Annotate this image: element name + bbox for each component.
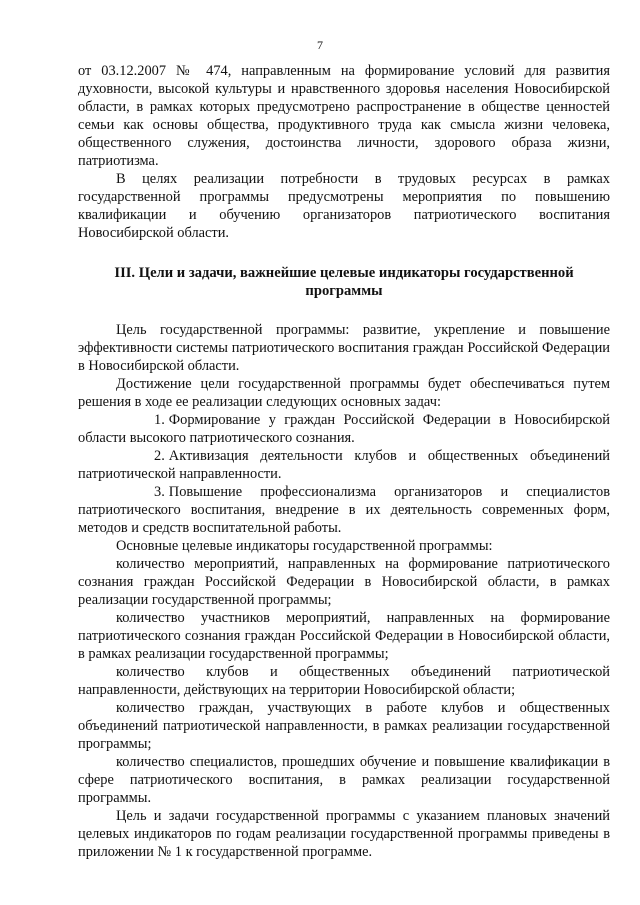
paragraph-continuation: от 03.12.2007 № 474, направленным на формирование условий для развития духовности, высокой культуры и нравственного здоровья населения Новосибирской области, в рамках которых предусмотрено распространение в обществе ценностей семьи как основы общества, продуктивного труда как смысла жизни человека, общественного служения, достоинства личности, здорового образа жизни, патриотизма. [78, 63, 610, 169]
document-body [78, 62, 610, 861]
paragraph-closing: Цель и задачи государственной программы с указанием плановых значений целевых индикаторов по годам реализации государственной программы приведены в приложении № 1 к государственной программе. [78, 808, 610, 860]
task-text: Формирование у граждан Российской Федерации в Новосибирской области высокого патриотического сознания. [78, 412, 610, 446]
task-text: Повышение профессионализма организаторов и специалистов патриотического воспитания, внедрение в их деятельность современных форм, методов и средств воспитательной работы. [78, 484, 610, 536]
paragraph-workforce: В целях реализации потребности в трудовых ресурсах в рамках государственной программы предусмотрены мероприятия по повышению квалификации и обучению организаторов патриотического воспитания Новосибирской области. [78, 171, 610, 241]
indicator-item: количество специалистов, прошедших обучение и повышение квалификации в сфере патриотического воспитания, в рамках реализации государственной программы. [78, 754, 610, 806]
task-item [78, 447, 610, 483]
page-number: 7 [317, 38, 323, 52]
indicator-item: количество граждан, участвующих в работе клубов и общественных объединений патриотической направленности, в рамках реализации государственной программы; [78, 700, 610, 752]
task-number: 2. [154, 448, 165, 464]
indicator-item: количество клубов и общественных объединений патриотической направленности, действующих на территории Новосибирской области; [78, 664, 610, 698]
indicator-item: количество мероприятий, направленных на формирование патриотического сознания граждан Российской Федерации в Новосибирской области, в рамках реализации государственной программы; [78, 556, 610, 608]
paragraph-tasks-intro: Достижение цели государственной программы будет обеспечиваться путем решения в ходе ее реализации следующих основных задач: [78, 376, 610, 410]
task-item [78, 411, 610, 447]
indicator-item: количество участников мероприятий, направленных на формирование патриотического сознания граждан Российской Федерации в Новосибирской области, в рамках реализации государственной программы; [78, 610, 610, 662]
paragraph-indicators-intro: Основные целевые индикаторы государственной программы: [116, 538, 493, 554]
paragraph-goal: Цель государственной программы: развитие, укрепление и повышение эффективности системы патриотического воспитания граждан Российской Федерации в Новосибирской области. [78, 322, 610, 374]
task-number: 1. [154, 412, 165, 428]
task-text: Активизация деятельности клубов и общественных объединений патриотической направленности. [78, 448, 610, 482]
section-heading: III. Цели и задачи, важнейшие целевые индикаторы государственной программы [114, 265, 574, 299]
task-item [78, 483, 610, 537]
task-number: 3. [154, 484, 165, 500]
